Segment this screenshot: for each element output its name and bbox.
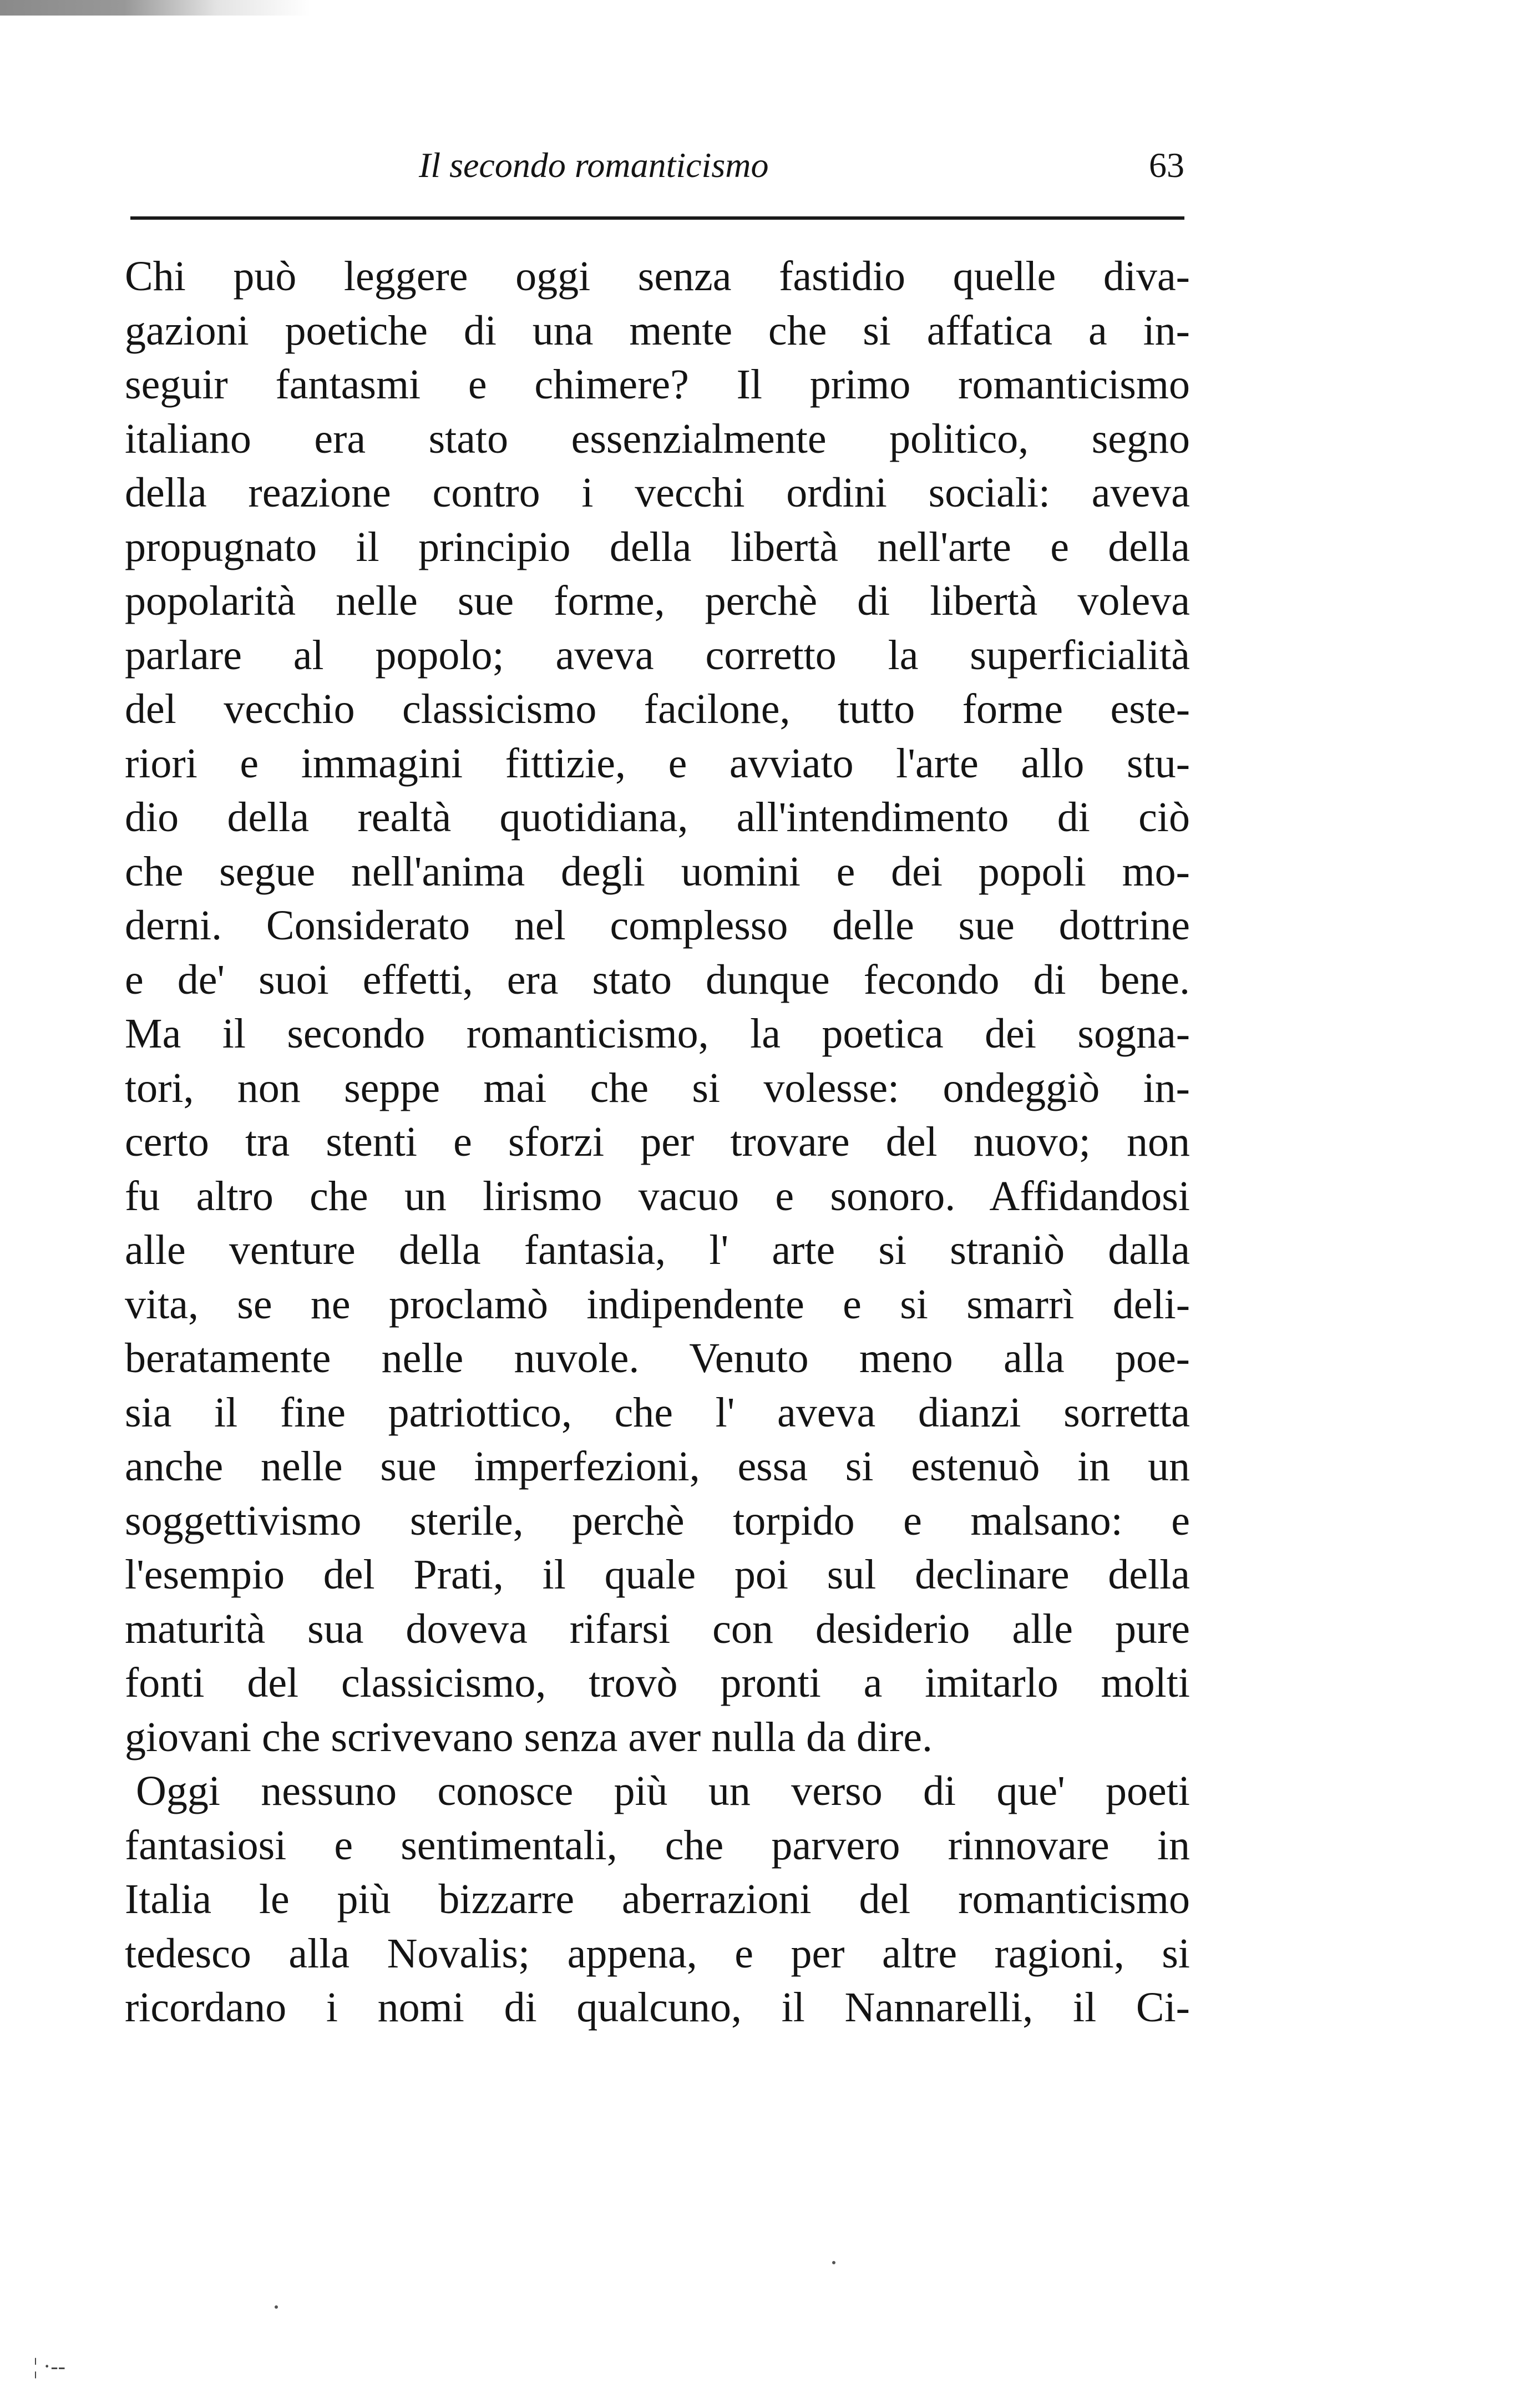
text-line: fu altro che un lirismo vacuo e sonoro. Affidandosi [125, 1172, 1190, 1220]
text-line: fantasiosi e sentimentali, che parvero rinnovare in [125, 1822, 1190, 1869]
text-line: Chi può leggere oggi senza fastidio quelle diva- [125, 253, 1190, 300]
paragraph [125, 1764, 1190, 2035]
text-line: del vecchio classicismo facilone, tutto forme este- [125, 686, 1190, 732]
header-rule [130, 216, 1184, 220]
text-line: italiano era stato essenzialmente politico, segno [125, 415, 1190, 462]
running-title: Il secondo romanticismo [419, 145, 769, 185]
body-text [125, 250, 1190, 2035]
text-line: tedesco alla Novalis; appena, e per altre ragioni, si [125, 1930, 1190, 1977]
scan-edge-smudge [0, 0, 311, 16]
text-line: e de' suoi effetti, era stato dunque fecondo di bene. [125, 956, 1190, 1003]
text-line: alle venture della fantasia, l' arte si straniò dalla [125, 1227, 1190, 1273]
text-line: fonti del classicismo, trovò pronti a imitarlo molti [125, 1660, 1190, 1706]
paragraph [125, 250, 1190, 1764]
text-line: vita, se ne proclamò indipendente e si smarrì deli- [125, 1281, 1190, 1328]
scan-margin-mark: ¦ ·‐‐ [33, 2354, 65, 2379]
text-line: riori e immagini fittizie, e avviato l'arte allo stu- [125, 740, 1190, 787]
text-line: beratamente nelle nuvole. Venuto meno alla poe- [125, 1335, 1190, 1382]
text-line: certo tra stenti e sforzi per trovare del nuovo; non [125, 1119, 1190, 1165]
text-line: tori, non seppe mai che si volesse: ondeggiò in- [125, 1064, 1190, 1111]
text-line: ricordano i nomi di qualcuno, il Nannarelli, il Ci- [125, 1984, 1190, 2031]
text-line: maturità sua doveva rifarsi con desiderio alle pure [125, 1605, 1190, 1652]
text-line: parlare al popolo; aveva corretto la superficialità [125, 631, 1190, 679]
text-line: che segue nell'anima degli uomini e dei popoli mo- [125, 848, 1190, 895]
text-line: dio della realtà quotidiana, all'intendimento di ciò [125, 794, 1190, 841]
text-line: Italia le più bizzarre aberrazioni del romanticismo [125, 1876, 1190, 1923]
text-line: anche nelle sue imperfezioni, essa si estenuò in un [125, 1443, 1190, 1490]
text-line: propugnato il principio della libertà nell'arte e della [125, 523, 1190, 570]
page-number: 63 [1149, 145, 1184, 185]
text-line: l'esempio del Prati, il quale poi sul declinare della [125, 1551, 1190, 1598]
text-line: seguir fantasmi e chimere? Il primo romanticismo [125, 361, 1190, 408]
text-line: giovani che scrivevano senza aver nulla da dire. [125, 1713, 933, 1761]
text-line: sia il fine patriottico, che l' aveva dianzi sorretta [125, 1389, 1190, 1436]
scan-speck [275, 2305, 278, 2309]
text-line: della reazione contro i vecchi ordini sociali: aveva [125, 469, 1190, 516]
text-line: Oggi nessuno conosce più un verso di que' poeti [136, 1768, 1190, 1814]
text-line: derni. Considerato nel complesso delle sue dottrine [125, 902, 1190, 949]
text-line: popolarità nelle sue forme, perchè di libertà voleva [125, 578, 1190, 624]
text-line: Ma il secondo romanticismo, la poetica dei sogna- [125, 1010, 1190, 1057]
scan-speck [832, 2261, 835, 2264]
running-head [130, 132, 1184, 199]
text-line: soggettivismo sterile, perchè torpido e malsano: e [125, 1497, 1190, 1544]
text-line: gazioni poetiche di una mente che si affatica a in- [125, 307, 1190, 354]
